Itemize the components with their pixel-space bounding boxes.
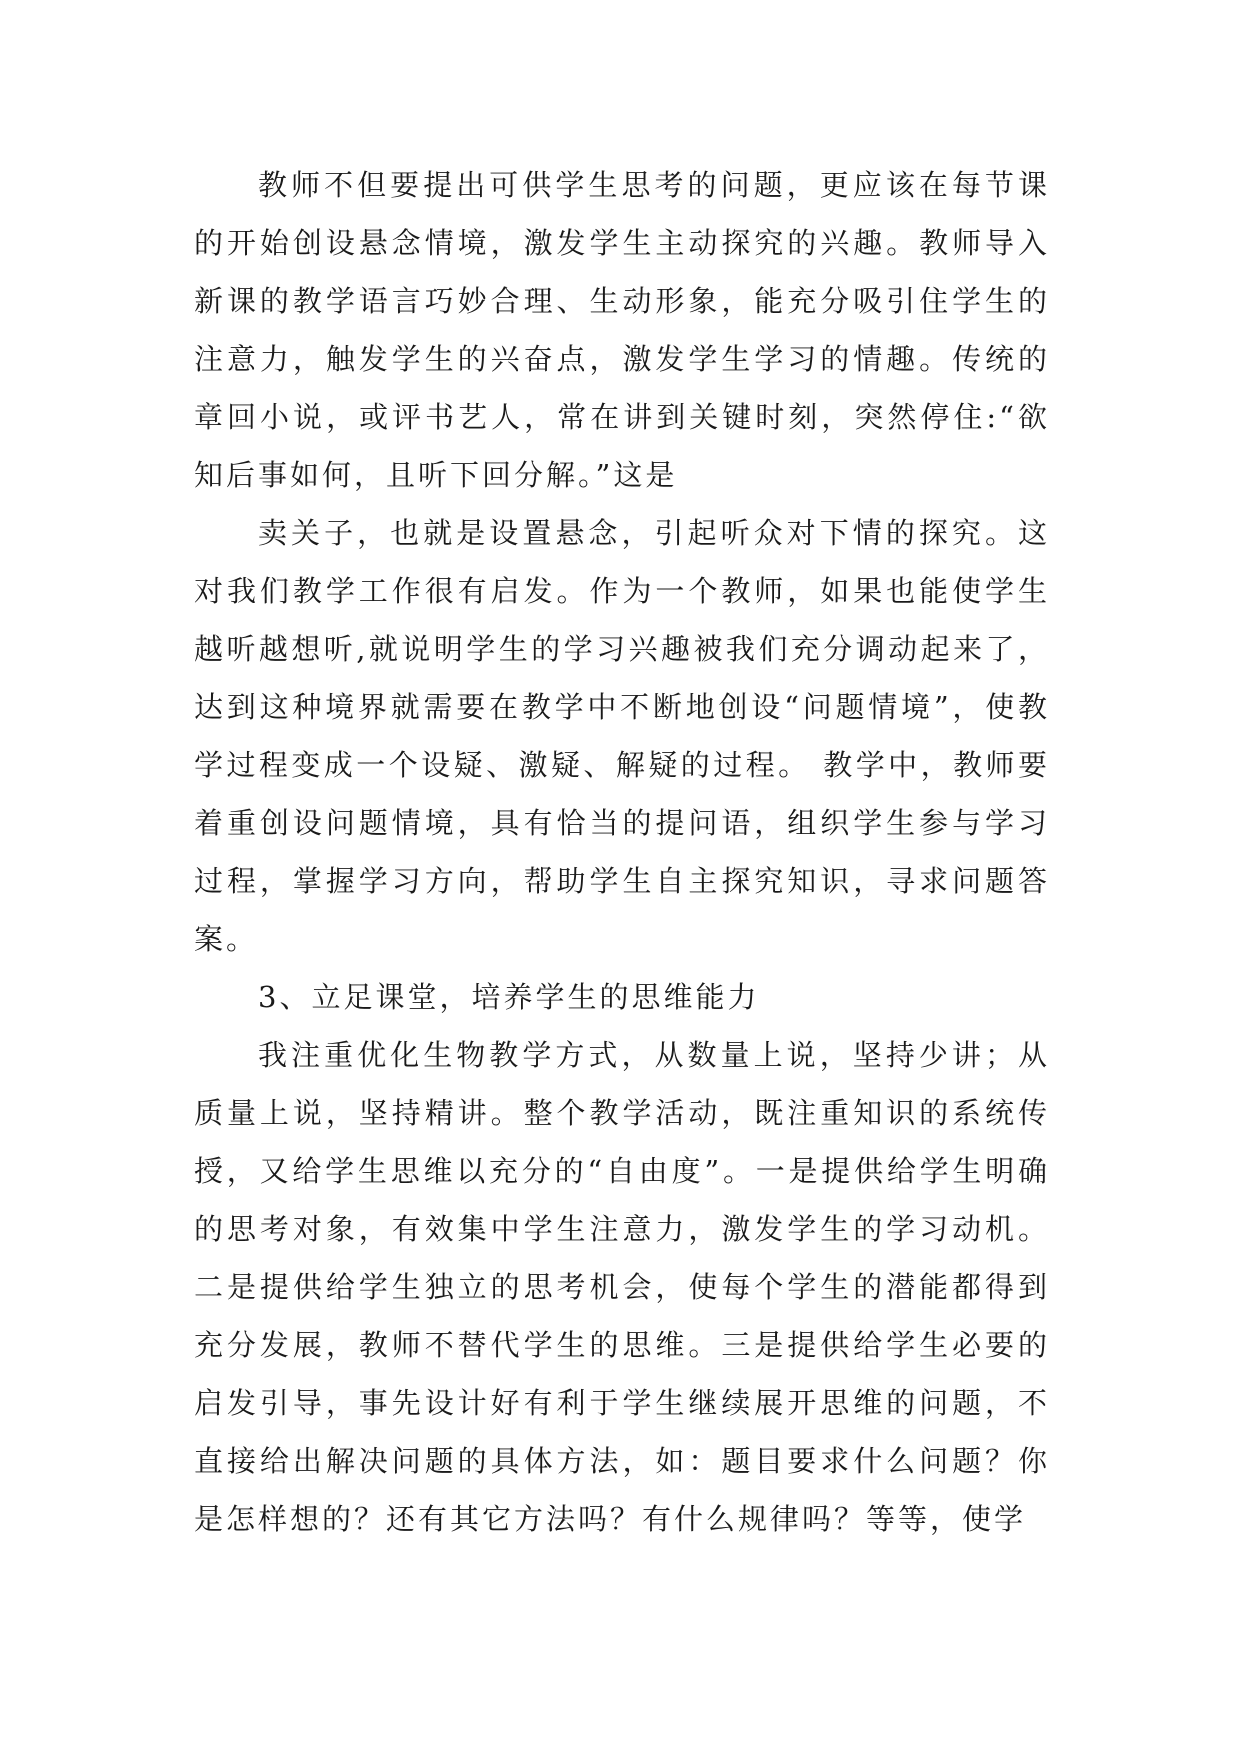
document-body (194, 156, 1050, 1548)
paragraph-problem-situation: 卖关子，也就是设置悬念，引起听众对下情的探究。这对我们教学工作很有启发。作为一个教师，如果也能使学生越听越想听,就说明学生的学习兴趣被我们充分调动起来了，达到这种境界就需要在教学中不断地创设“问题情境”，使教学过程变成一个设疑、激疑、解疑的过程。 教学中，教师要着重创设问题情境，具有恰当的提问语，组织学生参与学习过程，掌握学习方向，帮助学生自主探究知识，寻求问题答案。 (194, 516, 1050, 956)
section-heading-thinking-ability: 3、立足课堂，培养学生的思维能力 (258, 980, 760, 1014)
paragraph-teaching-method: 我注重优化生物教学方式，从数量上说，坚持少讲；从质量上说，坚持精讲。整个教学活动，既注重知识的系统传授，又给学生思维以充分的“自由度”。一是提供给学生明确的思考对象，有效集中学生注意力，激发学生的学习动机。二是提供给学生独立的思考机会，使每个学生的潜能都得到充分发展，教师不替代学生的思维。三是提供给学生必要的启发引导，事先设计好有利于学生继续展开思维的问题，不直接给出解决问题的具体方法，如：题目要求什么问题？你是怎样想的？还有其它方法吗？有什么规律吗？等等，使学 (194, 1038, 1050, 1536)
paragraph-suspense-intro: 教师不但要提出可供学生思考的问题，更应该在每节课的开始创设悬念情境，激发学生主动探究的兴趣。教师导入新课的教学语言巧妙合理、生动形象，能充分吸引住学生的注意力，触发学生的兴奋点，激发学生学习的情趣。传统的章回小说，或评书艺人，常在讲到关键时刻，突然停住:“欲知后事如何，且听下回分解。”这是 (194, 168, 1050, 492)
